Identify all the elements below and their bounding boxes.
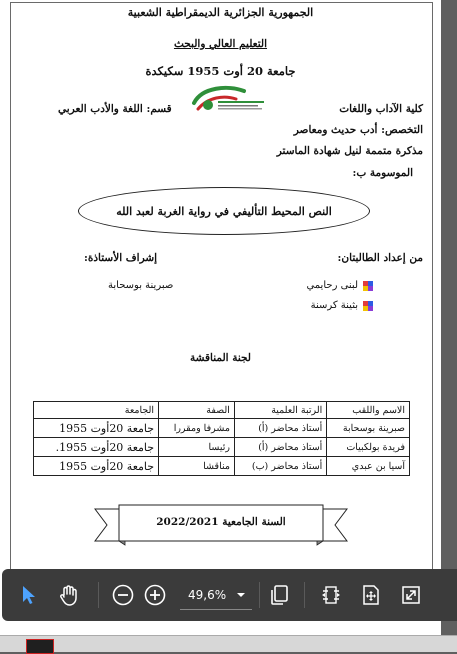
header-university: الجامعة (34, 402, 159, 419)
student-item (306, 280, 373, 291)
cell-role: رئيسا (159, 438, 235, 457)
cell-name: آسيا بن عبدي (327, 457, 410, 476)
zoom-out-icon (112, 584, 134, 606)
taskbar (0, 635, 457, 652)
bullet-icon (363, 301, 373, 311)
cell-rank: أستاذ محاضر (ب) (234, 457, 326, 476)
zoom-dropdown-icon (236, 592, 246, 598)
university-heading: جامعة 20 أوت 1955 سكيكدة (145, 64, 296, 78)
table-row (34, 419, 410, 438)
fit-width-icon (320, 584, 342, 606)
header-rank: الرتبة العلمية (234, 402, 326, 419)
faculty-label: كلية الآداب واللغات (339, 103, 423, 115)
cell-rank: أستاذ محاضر (أ) (234, 438, 326, 457)
fullscreen-button[interactable] (396, 580, 426, 610)
ministry-heading: التعليم العالي والبحث (173, 38, 268, 50)
student-name: بثينة كرسنة (310, 300, 358, 311)
committee-heading: لجنة المناقشة (189, 352, 251, 364)
fit-page-button[interactable] (356, 580, 386, 610)
university-logo-icon (188, 83, 270, 117)
republic-heading: الجمهورية الجزائرية الديمقراطية الشعبية (127, 6, 314, 19)
table-header-row (34, 402, 410, 419)
cell-university: جامعة 20أوت 1955 (34, 419, 159, 438)
pdf-toolbar (2, 569, 457, 621)
zoom-out-button[interactable] (108, 580, 138, 610)
cell-rank: أستاذ محاضر (أ) (234, 419, 326, 438)
cell-university: جامعة 20أوت 1955 (34, 457, 159, 476)
bullet-icon (363, 281, 373, 291)
toolbar-separator (259, 582, 260, 608)
hand-tool-button[interactable] (54, 580, 84, 610)
titled-label: الموسومة ب: (352, 167, 413, 179)
page-view-icon (269, 584, 289, 606)
toolbar-separator (98, 582, 99, 608)
specialty-label: التخصص: أدب حديث ومعاصر (293, 124, 423, 136)
fit-width-button[interactable] (316, 580, 346, 610)
fullscreen-icon (401, 585, 421, 605)
select-pointer-icon (20, 585, 38, 605)
cell-role: مشرفا ومقررا (159, 419, 235, 438)
select-tool-button[interactable] (14, 580, 44, 610)
cell-name: صبرينة بوسحابة (327, 419, 410, 438)
app-taskbar-icon[interactable] (26, 639, 54, 654)
header-name: الاسم واللقب (327, 402, 410, 419)
student-item (311, 300, 373, 311)
cell-name: فريدة بولكبيات (327, 438, 410, 457)
student-name: لبنى رحايمي (306, 280, 358, 291)
academic-year: السنة الجامعية 2022/2021 (156, 516, 286, 528)
cell-role: مناقشا (159, 457, 235, 476)
memoir-label: مذكرة متممة لنيل شهادة الماستر (276, 145, 423, 157)
table-row (34, 438, 410, 457)
header-role: الصفة (159, 402, 235, 419)
fit-page-icon (361, 584, 381, 606)
table-row (34, 457, 410, 476)
department-label: قسم: اللغة والأدب العربي (58, 103, 172, 115)
toolbar-separator (304, 582, 305, 608)
cell-university: جامعة 20أوت 1955. (34, 438, 159, 457)
zoom-in-button[interactable] (140, 580, 170, 610)
hand-pan-icon (58, 584, 80, 606)
page-view-button[interactable] (264, 580, 294, 610)
thesis-title: النص المحيط التأليفي في رواية الغربة لعبد الله (116, 204, 332, 218)
zoom-in-icon (144, 584, 166, 606)
supervisor-name: صبرينة بوسحابة (108, 280, 174, 291)
supervision-label: إشراف الأستاذة: (84, 252, 158, 264)
prepared-by-label: من إعداد الطالبتان: (337, 252, 423, 264)
thesis-title-oval (78, 187, 370, 235)
zoom-level-value: 49,6% (188, 587, 227, 602)
zoom-level-dropdown[interactable] (180, 580, 252, 610)
committee-table (33, 401, 410, 476)
